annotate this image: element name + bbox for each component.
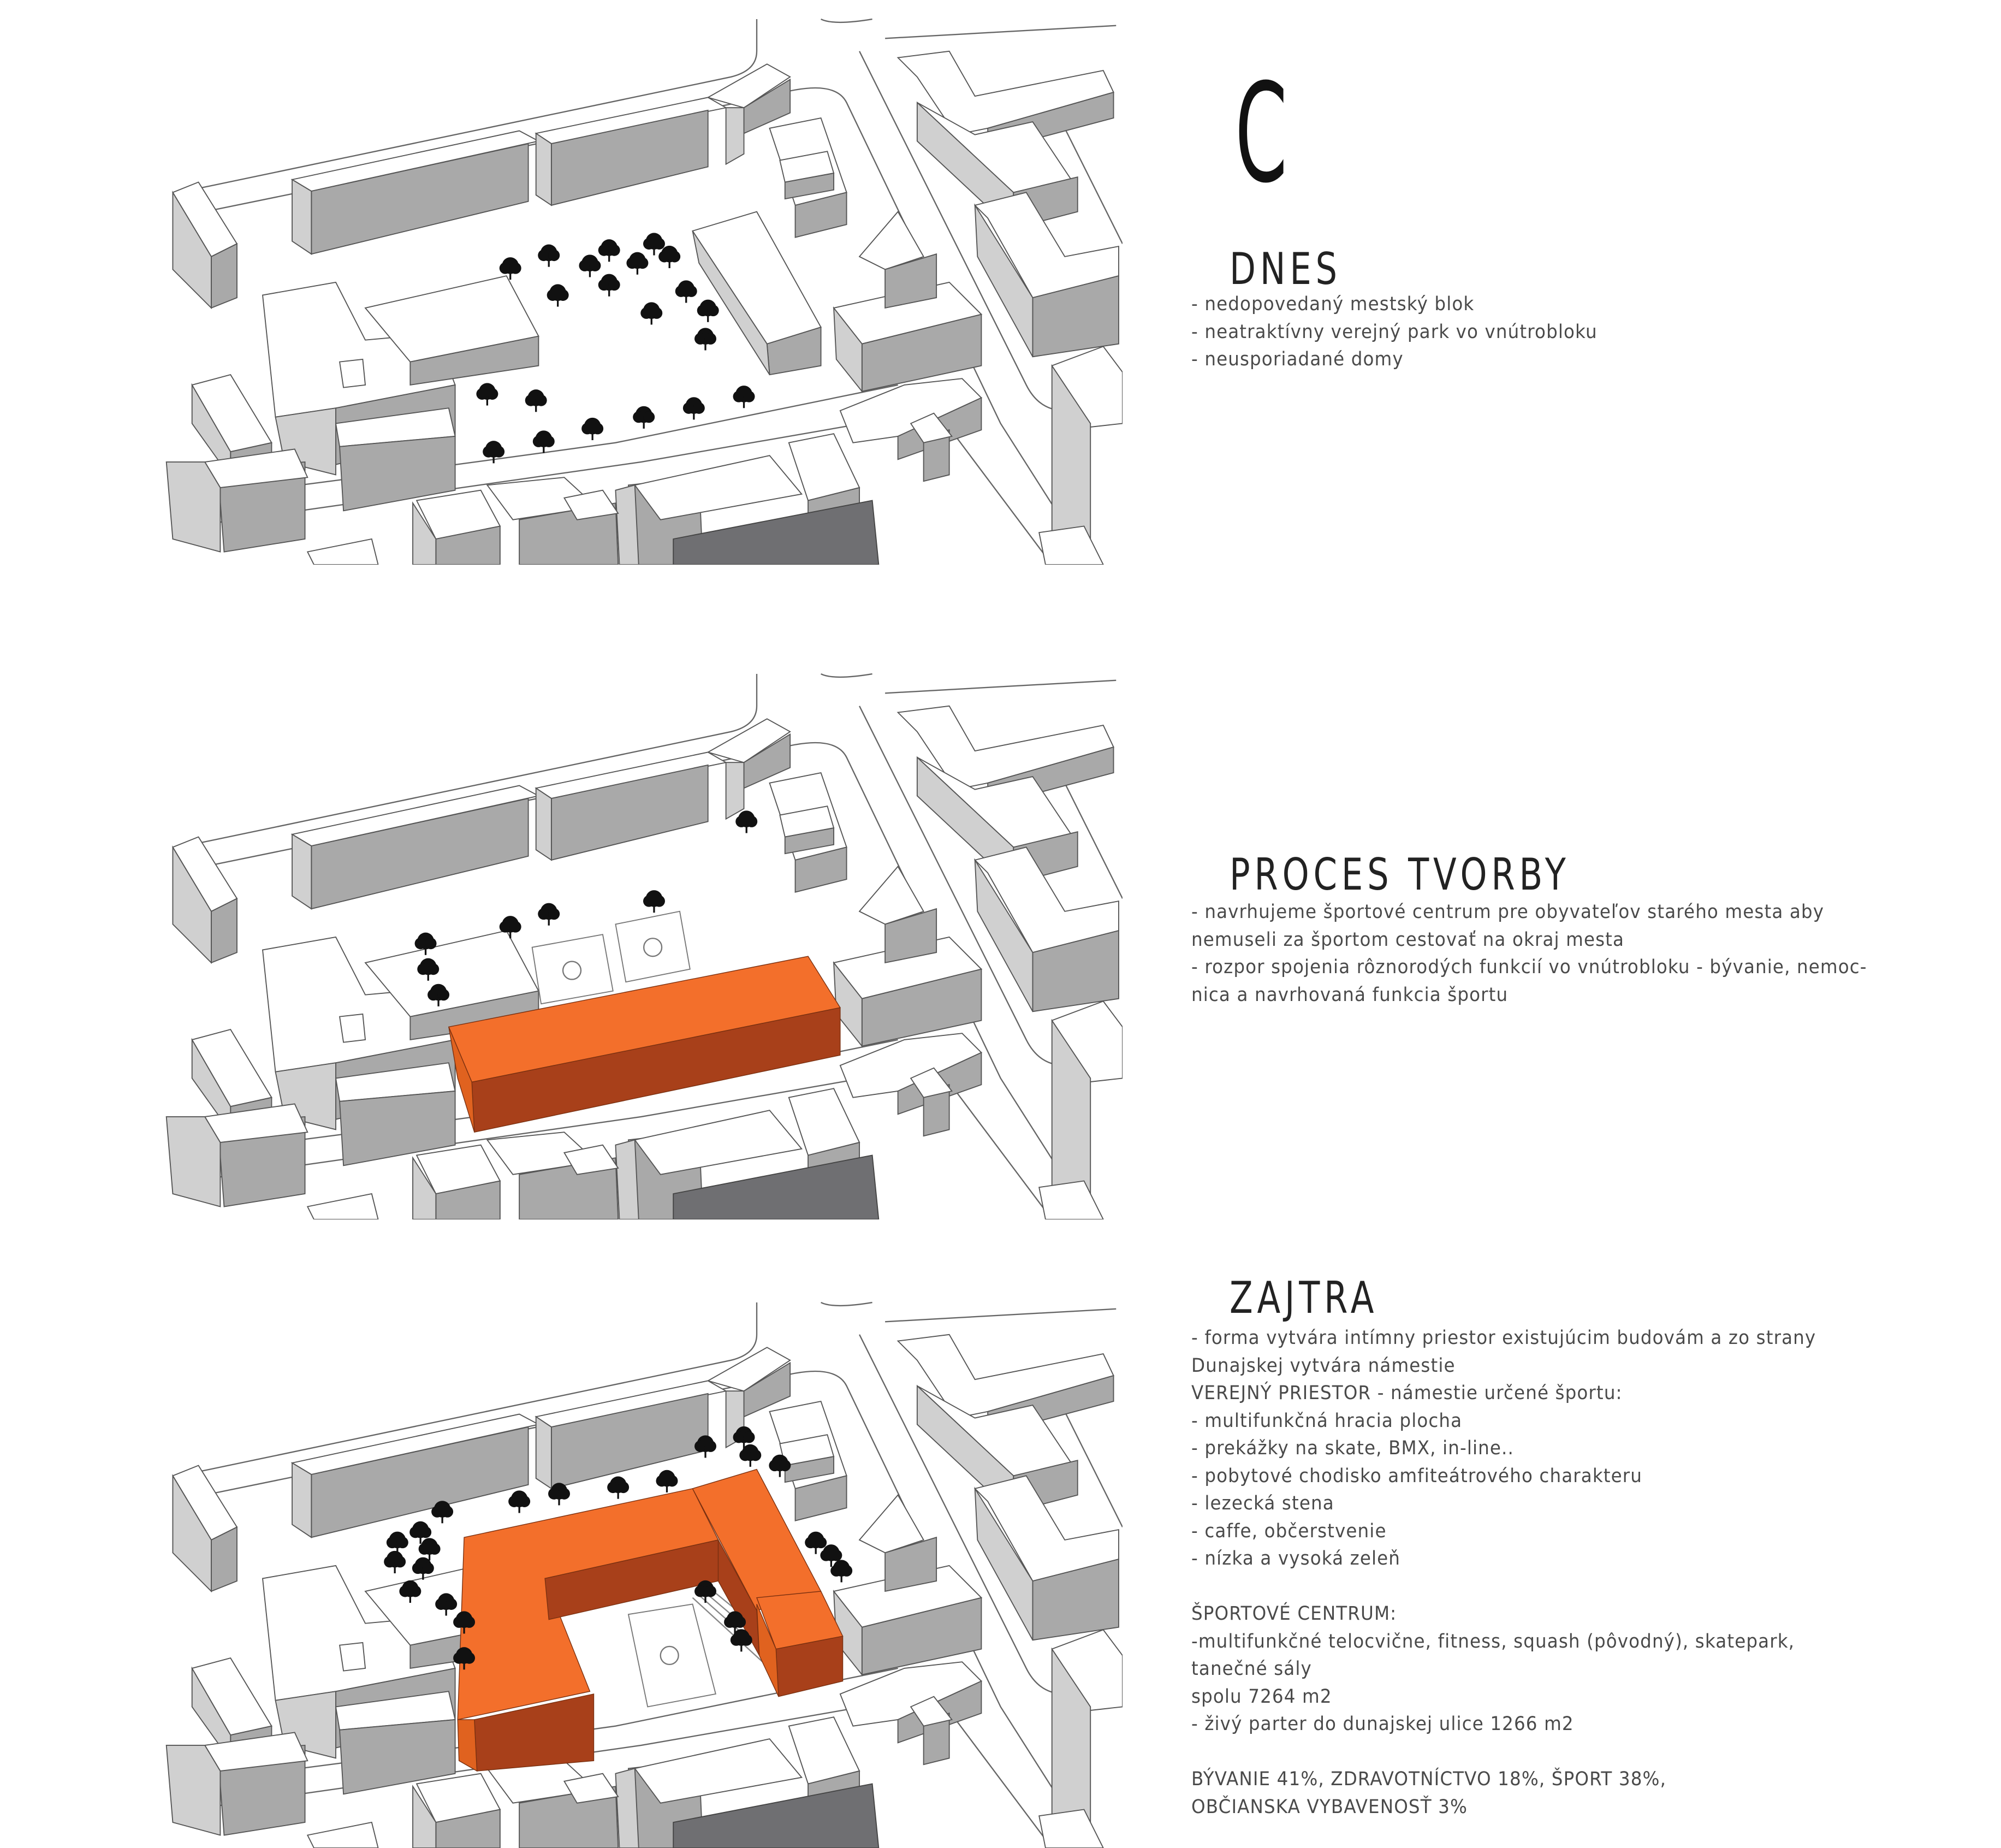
axonometry-today [164,15,1123,565]
text-line: nemuseli za športom cestovať na okraj mesta [1191,928,1625,951]
text-line: VEREJNÝ PRIESTOR - námestie určené športu: [1191,1382,1623,1404]
axonometry-design-process [164,670,1123,1219]
text-line: ŠPORTOVÉ CENTRUM: [1191,1603,1397,1625]
text-line: - lezecká stena [1191,1492,1334,1514]
section-heading-process: PROCES TVORBY [1230,849,1570,900]
text-line: - nízka a vysoká zeleň [1191,1548,1401,1569]
city-block-axonometry [164,1299,1123,1848]
text-line: - neusporiadané domy [1191,348,1404,370]
text-line: - forma vytvára intímny priestor existujúcim budovám a zo strany [1191,1327,1816,1349]
axonometry-tomorrow [164,1299,1123,1848]
text-line: -multifunkčné telocvične, fitness, squash (pôvodný), skatepark, [1191,1630,1795,1652]
text-line: - prekážky na skate, BMX, in-line.. [1191,1437,1514,1459]
text-line: tanečné sály [1191,1658,1312,1680]
text-line: - nedopovedaný mestský blok [1191,293,1475,315]
text-line: - caffe, občerstvenie [1191,1520,1387,1542]
city-block-axonometry [164,15,1123,565]
text-line: - živý parter do dunajskej ulice 1266 m2 [1191,1713,1574,1735]
section-text-tomorrow [1191,1324,1816,1821]
variant-letter: C [1235,54,1288,213]
text-line: - navrhujeme športové centrum pre obyvateľov starého mesta aby [1191,901,1825,923]
text-line: nica a navrhovaná funkcia športu [1191,984,1509,1006]
text-line: - multifunkčná hracia plocha [1191,1409,1463,1432]
blank-line [1191,1738,1816,1766]
section-heading-today: DNES [1230,244,1341,294]
text-line: - pobytové chodisko amfiteátrového charakteru [1191,1465,1643,1487]
text-line: - neatraktívny verejný park vo vnútrobloku [1191,321,1598,343]
text-line: BÝVANIE 41%, ZDRAVOTNÍCTVO 18%, ŠPORT 38%, [1191,1768,1667,1790]
section-text-process [1191,898,1867,1009]
text-line: OBČIANSKA VYBAVENOSŤ 3% [1191,1796,1468,1818]
blank-line [1191,1573,1816,1601]
section-text-today [1191,291,1598,374]
city-block-axonometry [164,670,1123,1219]
text-line: - rozpor spojenia rôznorodých funkcií vo vnútrobloku - bývanie, nemoc- [1191,956,1867,978]
section-heading-tomorrow: ZAJTRA [1230,1272,1379,1323]
text-line: Dunajskej vytvára námestie [1191,1354,1456,1377]
text-line: spolu 7264 m2 [1191,1685,1332,1708]
